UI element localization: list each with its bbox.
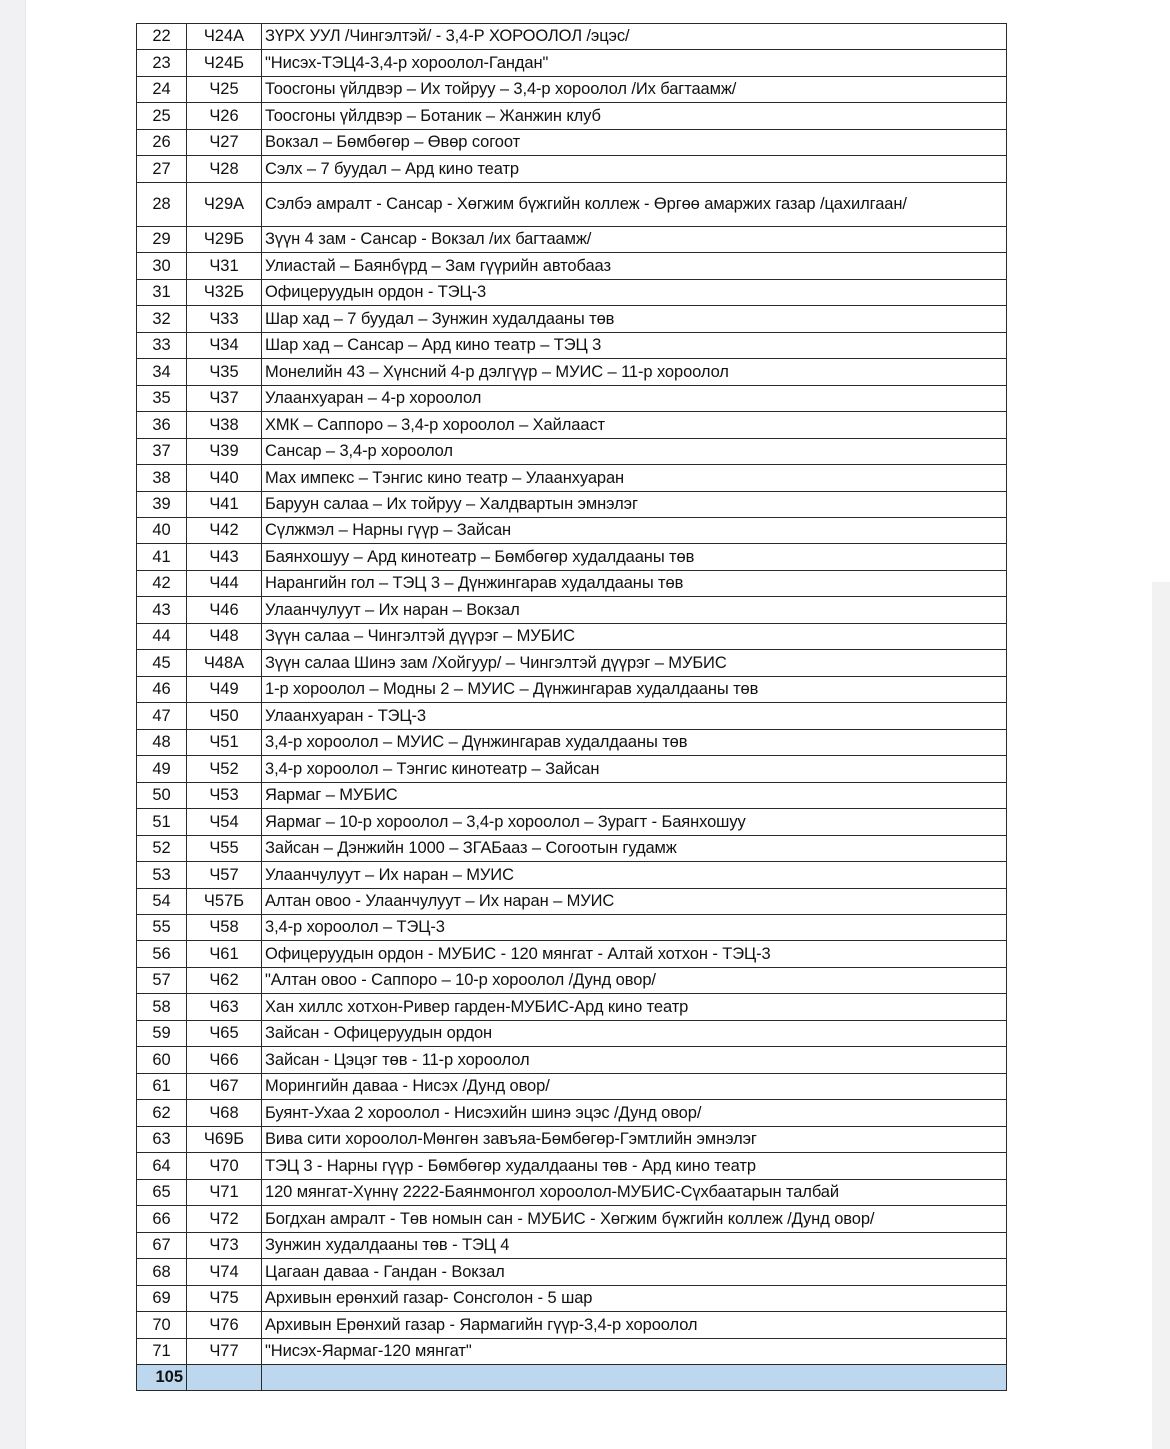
routes-table-body xyxy=(137,24,1007,1365)
route-code: Ч34 xyxy=(187,332,262,358)
route-description: ТЭЦ 3 - Нарны гүүр - Бөмбөгөр худалдааны төв - Ард кино театр xyxy=(262,1153,1007,1179)
row-number: 42 xyxy=(137,570,187,596)
table-row xyxy=(137,279,1007,305)
table-row xyxy=(137,888,1007,914)
route-code: Ч42 xyxy=(187,517,262,543)
row-number: 62 xyxy=(137,1100,187,1126)
route-code: Ч24Б xyxy=(187,50,262,76)
route-description: Богдхан амралт - Төв номын сан - МУБИС - Хөгжим бүжгийн коллеж /Дунд овор/ xyxy=(262,1206,1007,1232)
table-row xyxy=(137,1073,1007,1099)
route-description: Сэлбэ амралт - Сансар - Хөгжим бүжгийн коллеж - Өргөө амаржих газар /цахилгаан/ xyxy=(262,182,1007,226)
route-description: Архивын ерөнхий газар- Сонсголон - 5 шар xyxy=(262,1285,1007,1311)
route-code: Ч31 xyxy=(187,253,262,279)
row-number: 69 xyxy=(137,1285,187,1311)
table-row xyxy=(137,994,1007,1020)
row-number: 66 xyxy=(137,1206,187,1232)
route-description: Офицеруудын ордон - ТЭЦ-3 xyxy=(262,279,1007,305)
route-code: Ч62 xyxy=(187,967,262,993)
row-number: 51 xyxy=(137,809,187,835)
row-number: 52 xyxy=(137,835,187,861)
route-description: Офицеруудын ордон - МУБИС - 120 мянгат - Алтай хотхон - ТЭЦ-3 xyxy=(262,941,1007,967)
route-description: Вива сити хороолол-Мөнгөн завъяа-Бөмбөгөр-Гэмтлийн эмнэлэг xyxy=(262,1126,1007,1152)
route-code: Ч61 xyxy=(187,941,262,967)
route-description: Хан хиллс хотхон-Ривер гарден-МУБИС-Ард кино театр xyxy=(262,994,1007,1020)
row-number: 25 xyxy=(137,103,187,129)
row-number: 40 xyxy=(137,517,187,543)
row-number: 27 xyxy=(137,156,187,182)
table-row xyxy=(137,703,1007,729)
route-description: Улаанчулуут – Их наран – МУИС xyxy=(262,862,1007,888)
route-description: Яармаг – МУБИС xyxy=(262,782,1007,808)
route-code: Ч43 xyxy=(187,544,262,570)
route-description: Цагаан даваа - Гандан - Вокзал xyxy=(262,1259,1007,1285)
route-code: Ч70 xyxy=(187,1153,262,1179)
route-description: "Нисэх-ТЭЦ4-3,4-р хороолол-Гандан" xyxy=(262,50,1007,76)
table-row xyxy=(137,544,1007,570)
table-row xyxy=(137,1126,1007,1152)
row-number: 24 xyxy=(137,76,187,102)
route-description: Яармаг – 10-р хороолол – 3,4-р хороолол – Зурагт - Баянхошуу xyxy=(262,809,1007,835)
route-code: Ч39 xyxy=(187,438,262,464)
row-number: 46 xyxy=(137,676,187,702)
route-code: Ч40 xyxy=(187,465,262,491)
route-description: 120 мянгат-Хүннү 2222-Баянмонгол хороолол-МУБИС-Сүхбаатарын талбай xyxy=(262,1179,1007,1205)
total-route-cell xyxy=(262,1364,1007,1390)
row-number: 22 xyxy=(137,24,187,50)
route-description: Морингийн даваа - Нисэх /Дунд овор/ xyxy=(262,1073,1007,1099)
route-description: Зайсан - Офицеруудын ордон xyxy=(262,1020,1007,1046)
row-number: 63 xyxy=(137,1126,187,1152)
route-description: 3,4-р хороолол – МУИС – Дүнжингарав худалдааны төв xyxy=(262,729,1007,755)
route-description: ЗҮРХ УУЛ /Чингэлтэй/ - 3,4-Р ХОРООЛОЛ /эцэс/ xyxy=(262,24,1007,50)
row-number: 50 xyxy=(137,782,187,808)
table-row xyxy=(137,1338,1007,1364)
table-row xyxy=(137,517,1007,543)
route-description: Зүүн 4 зам - Сансар - Вокзал /их багтаамж/ xyxy=(262,226,1007,252)
route-code: Ч69Б xyxy=(187,1126,262,1152)
route-description: 3,4-р хороолол – Тэнгис кинотеатр – Зайсан xyxy=(262,756,1007,782)
row-number: 61 xyxy=(137,1073,187,1099)
row-number: 39 xyxy=(137,491,187,517)
table-row xyxy=(137,809,1007,835)
route-code: Ч29Б xyxy=(187,226,262,252)
table-row xyxy=(137,915,1007,941)
row-number: 54 xyxy=(137,888,187,914)
route-code: Ч57 xyxy=(187,862,262,888)
route-description: Улаанхуаран – 4-р хороолол xyxy=(262,385,1007,411)
table-row xyxy=(137,1179,1007,1205)
table-row xyxy=(137,1206,1007,1232)
route-description: Баруун салаа – Их тойруу – Халдвартын эмнэлэг xyxy=(262,491,1007,517)
route-description: Вокзал – Бөмбөгөр – Өвөр согоот xyxy=(262,129,1007,155)
route-description: "Нисэх-Яармаг-120 мянгат" xyxy=(262,1338,1007,1364)
table-row xyxy=(137,1153,1007,1179)
row-number: 44 xyxy=(137,623,187,649)
right-margin-strip xyxy=(1152,582,1170,1449)
row-number: 70 xyxy=(137,1312,187,1338)
table-row xyxy=(137,1285,1007,1311)
route-code: Ч29А xyxy=(187,182,262,226)
table-row xyxy=(137,676,1007,702)
route-description: Тоосгоны үйлдвэр – Ботаник – Жанжин клуб xyxy=(262,103,1007,129)
row-number: 29 xyxy=(137,226,187,252)
row-number: 47 xyxy=(137,703,187,729)
row-number: 31 xyxy=(137,279,187,305)
route-description: Монелийн 43 – Хүнсний 4-р дэлгүүр – МУИС – 11-р хороолол xyxy=(262,359,1007,385)
route-code: Ч27 xyxy=(187,129,262,155)
table-row xyxy=(137,756,1007,782)
table-row xyxy=(137,941,1007,967)
table-row xyxy=(137,129,1007,155)
table-row xyxy=(137,1232,1007,1258)
route-code: Ч35 xyxy=(187,359,262,385)
total-row xyxy=(137,1364,1007,1390)
route-description: Улиастай – Баянбүрд – Зам гүүрийн автобааз xyxy=(262,253,1007,279)
table-row xyxy=(137,359,1007,385)
row-number: 58 xyxy=(137,994,187,1020)
row-number: 28 xyxy=(137,182,187,226)
route-description: Баянхошуу – Ард кинотеатр – Бөмбөгөр худалдааны төв xyxy=(262,544,1007,570)
row-number: 33 xyxy=(137,332,187,358)
route-code: Ч71 xyxy=(187,1179,262,1205)
table-row xyxy=(137,24,1007,50)
table-row xyxy=(137,306,1007,332)
route-code: Ч44 xyxy=(187,570,262,596)
table-row xyxy=(137,465,1007,491)
row-number: 65 xyxy=(137,1179,187,1205)
route-description: 3,4-р хороолол – ТЭЦ-3 xyxy=(262,915,1007,941)
route-description: Тоосгоны үйлдвэр – Их тойруу – 3,4-р хороолол /Их багтаамж/ xyxy=(262,76,1007,102)
table-row xyxy=(137,835,1007,861)
route-description: Мах импекс – Тэнгис кино театр – Улаанхуаран xyxy=(262,465,1007,491)
route-code: Ч74 xyxy=(187,1259,262,1285)
route-code: Ч75 xyxy=(187,1285,262,1311)
table-row xyxy=(137,332,1007,358)
table-row xyxy=(137,438,1007,464)
row-number: 71 xyxy=(137,1338,187,1364)
table-row xyxy=(137,1100,1007,1126)
route-description: Зайсан – Дэнжийн 1000 – ЗГАБааз – Согоотын гудамж xyxy=(262,835,1007,861)
route-description: Сэлх – 7 буудал – Ард кино театр xyxy=(262,156,1007,182)
route-code: Ч24А xyxy=(187,24,262,50)
route-description: "Алтан овоо - Саппоро – 10-р хороолол /Дунд овор/ xyxy=(262,967,1007,993)
bus-routes-table xyxy=(136,23,1007,1391)
row-number: 38 xyxy=(137,465,187,491)
row-number: 23 xyxy=(137,50,187,76)
table-row xyxy=(137,253,1007,279)
route-code: Ч66 xyxy=(187,1047,262,1073)
row-number: 36 xyxy=(137,412,187,438)
row-number: 64 xyxy=(137,1153,187,1179)
route-code: Ч55 xyxy=(187,835,262,861)
row-number: 26 xyxy=(137,129,187,155)
table-row xyxy=(137,782,1007,808)
route-code: Ч26 xyxy=(187,103,262,129)
route-code: Ч49 xyxy=(187,676,262,702)
table-row xyxy=(137,729,1007,755)
route-description: Зүүн салаа – Чингэлтэй дүүрэг – МУБИС xyxy=(262,623,1007,649)
row-number: 43 xyxy=(137,597,187,623)
row-number: 49 xyxy=(137,756,187,782)
table-row xyxy=(137,967,1007,993)
row-number: 37 xyxy=(137,438,187,464)
route-code: Ч77 xyxy=(187,1338,262,1364)
table-row xyxy=(137,50,1007,76)
route-code: Ч51 xyxy=(187,729,262,755)
route-code: Ч48 xyxy=(187,623,262,649)
route-code: Ч25 xyxy=(187,76,262,102)
route-code: Ч33 xyxy=(187,306,262,332)
table-row xyxy=(137,1259,1007,1285)
row-number: 59 xyxy=(137,1020,187,1046)
route-code: Ч54 xyxy=(187,809,262,835)
row-number: 30 xyxy=(137,253,187,279)
route-code: Ч76 xyxy=(187,1312,262,1338)
row-number: 45 xyxy=(137,650,187,676)
table-row xyxy=(137,570,1007,596)
table-row xyxy=(137,103,1007,129)
table-row xyxy=(137,862,1007,888)
route-code: Ч73 xyxy=(187,1232,262,1258)
table-row xyxy=(137,597,1007,623)
row-number: 53 xyxy=(137,862,187,888)
route-code: Ч28 xyxy=(187,156,262,182)
table-row xyxy=(137,1047,1007,1073)
table-row xyxy=(137,1020,1007,1046)
route-code: Ч52 xyxy=(187,756,262,782)
row-number: 68 xyxy=(137,1259,187,1285)
route-code: Ч63 xyxy=(187,994,262,1020)
route-description: Буянт-Ухаа 2 хороолол - Нисэхийн шинэ эцэс /Дунд овор/ xyxy=(262,1100,1007,1126)
left-margin-strip xyxy=(0,0,26,1449)
route-code: Ч37 xyxy=(187,385,262,411)
row-number: 48 xyxy=(137,729,187,755)
table-row xyxy=(137,412,1007,438)
row-number: 35 xyxy=(137,385,187,411)
route-description: Нарангийн гол – ТЭЦ 3 – Дүнжингарав худалдааны төв xyxy=(262,570,1007,596)
route-code: Ч58 xyxy=(187,915,262,941)
row-number: 32 xyxy=(137,306,187,332)
row-number: 34 xyxy=(137,359,187,385)
table-row xyxy=(137,491,1007,517)
table-row xyxy=(137,1312,1007,1338)
route-code: Ч32Б xyxy=(187,279,262,305)
table-row xyxy=(137,156,1007,182)
route-code: Ч46 xyxy=(187,597,262,623)
table-row xyxy=(137,385,1007,411)
row-number: 60 xyxy=(137,1047,187,1073)
table-row xyxy=(137,76,1007,102)
route-description: ХМК – Саппоро – 3,4-р хороолол – Хайлааст xyxy=(262,412,1007,438)
row-number: 57 xyxy=(137,967,187,993)
table-row xyxy=(137,226,1007,252)
route-code: Ч57Б xyxy=(187,888,262,914)
route-code: Ч53 xyxy=(187,782,262,808)
row-number: 55 xyxy=(137,915,187,941)
total-count: 105 xyxy=(137,1364,187,1390)
route-description: Сүлжмэл – Нарны гүүр – Зайсан xyxy=(262,517,1007,543)
route-code: Ч50 xyxy=(187,703,262,729)
route-code: Ч41 xyxy=(187,491,262,517)
route-description: 1-р хороолол – Модны 2 – МУИС – Дүнжингарав худалдааны төв xyxy=(262,676,1007,702)
route-description: Алтан овоо - Улаанчулуут – Их наран – МУИС xyxy=(262,888,1007,914)
route-description: Улаанхуаран - ТЭЦ-3 xyxy=(262,703,1007,729)
route-description: Зайсан - Цэцэг төв - 11-р хороолол xyxy=(262,1047,1007,1073)
route-description: Зүүн салаа Шинэ зам /Хойгуур/ – Чингэлтэй дүүрэг – МУБИС xyxy=(262,650,1007,676)
row-number: 41 xyxy=(137,544,187,570)
route-description: Зунжин худалдааны төв - ТЭЦ 4 xyxy=(262,1232,1007,1258)
total-code-cell xyxy=(187,1364,262,1390)
route-description: Улаанчулуут – Их наран – Вокзал xyxy=(262,597,1007,623)
route-code: Ч48А xyxy=(187,650,262,676)
table-row xyxy=(137,650,1007,676)
route-code: Ч65 xyxy=(187,1020,262,1046)
route-description: Сансар – 3,4-р хороолол xyxy=(262,438,1007,464)
table-row xyxy=(137,182,1007,226)
row-number: 56 xyxy=(137,941,187,967)
route-code: Ч72 xyxy=(187,1206,262,1232)
route-description: Шар хад – 7 буудал – Зунжин худалдааны төв xyxy=(262,306,1007,332)
table-row xyxy=(137,623,1007,649)
route-description: Шар хад – Сансар – Ард кино театр – ТЭЦ 3 xyxy=(262,332,1007,358)
route-code: Ч38 xyxy=(187,412,262,438)
route-code: Ч68 xyxy=(187,1100,262,1126)
route-code: Ч67 xyxy=(187,1073,262,1099)
row-number: 67 xyxy=(137,1232,187,1258)
route-description: Архивын Ерөнхий газар - Яармагийн гүүр-3,4-р хороолол xyxy=(262,1312,1007,1338)
